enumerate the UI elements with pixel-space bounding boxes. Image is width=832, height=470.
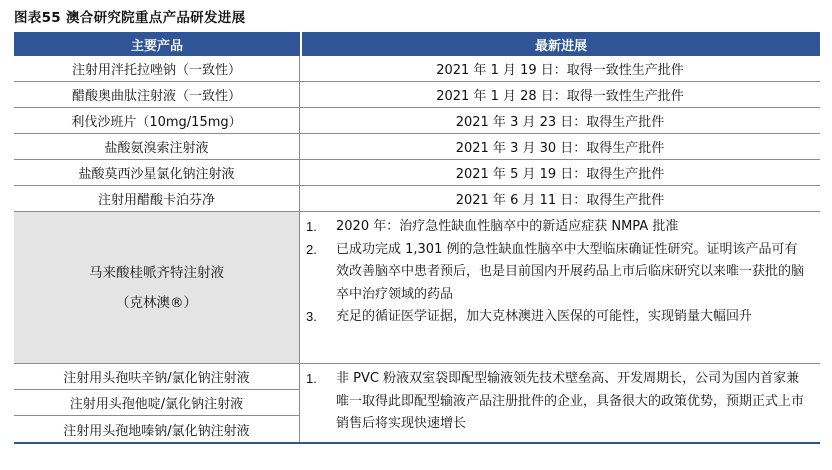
product-brand: （克林澳®）	[116, 294, 197, 311]
product-cell: 注射用泮托拉唑钠（一致性）	[14, 56, 300, 81]
product-cell-maclin	[14, 212, 300, 363]
table-row	[14, 160, 820, 186]
header-progress: 最新进展	[302, 32, 820, 56]
progress-cell: 2021 年 1 月 28 日：取得一致性生产批件	[436, 89, 684, 104]
table-row	[14, 108, 820, 134]
item-text: 2020 年：治疗急性缺血性脑卒中的新适应症获 NMPA 批准	[336, 219, 679, 234]
list-item	[306, 306, 810, 329]
product-cell: 注射用醋酸卡泊芬净	[14, 186, 300, 211]
progress-cell: 2021 年 3 月 23 日：取得生产批件	[455, 115, 665, 130]
progress-list	[300, 364, 820, 442]
product-subcell: 注射用头孢呋辛钠/氯化钠注射液	[14, 364, 299, 390]
table-row	[14, 82, 820, 108]
table-row-maclin	[14, 212, 820, 364]
item-text: 已成功完成 1,301 例的急性缺血性脑卒中大型临床确证性研究。证明该产品可有效改善脑卒中患者预后，也是目前国内开展药品上市后临床研究以来唯一获批的脑卒中治疗领域的药品	[336, 241, 805, 302]
product-subcell: 注射用头孢他啶/氯化钠注射液	[14, 390, 299, 416]
progress-cell: 2021 年 5 月 19 日：取得生产批件	[455, 167, 665, 182]
item-number: 1.	[306, 371, 317, 386]
progress-cell: 2021 年 6 月 11 日：取得生产批件	[455, 193, 665, 208]
figure-caption: 图表55 澳合研究院重点产品研发进展	[14, 10, 246, 26]
product-cell: 盐酸氨溴索注射液	[14, 134, 300, 159]
item-number: 3.	[306, 309, 317, 324]
product-progress-table	[14, 32, 820, 444]
progress-list	[300, 212, 820, 363]
product-cell: 盐酸莫西沙星氯化钠注射液	[14, 160, 300, 185]
item-number: 1.	[306, 219, 317, 234]
item-text: 充足的循证医学证据，加大克林澳进入医保的可能性，实现销量大幅回升	[336, 309, 753, 324]
product-cell-cephalosporin	[14, 364, 300, 442]
list-item	[306, 216, 810, 239]
table-header	[14, 32, 820, 56]
product-cell: 利伐沙班片（10mg/15mg）	[14, 108, 300, 133]
list-item	[306, 239, 810, 307]
progress-cell: 2021 年 3 月 30 日：取得生产批件	[455, 141, 665, 156]
item-number: 2.	[306, 241, 317, 257]
product-subcell: 注射用头孢地嗪钠/氯化钠注射液	[63, 423, 250, 439]
table-row	[14, 134, 820, 160]
progress-cell: 2021 年 1 月 19 日：取得一致性生产批件	[436, 63, 684, 78]
table-row-cephalosporin	[14, 364, 820, 444]
product-name: 马来酸桂哌齐特注射液	[89, 264, 224, 281]
header-product: 主要产品	[14, 32, 302, 56]
list-item	[306, 368, 810, 436]
product-cell: 醋酸奥曲肽注射液（一致性）	[14, 82, 300, 107]
item-text: 非 PVC 粉液双室袋即配型输液领先技术壁垒高、开发周期长，公司为国内首家兼唯一取得此即配型输液产品注册批件的企业，具备很大的政策优势，预期正式上市销售后将实现快速增长	[336, 371, 805, 431]
table-row	[14, 56, 820, 82]
table-row	[14, 186, 820, 212]
